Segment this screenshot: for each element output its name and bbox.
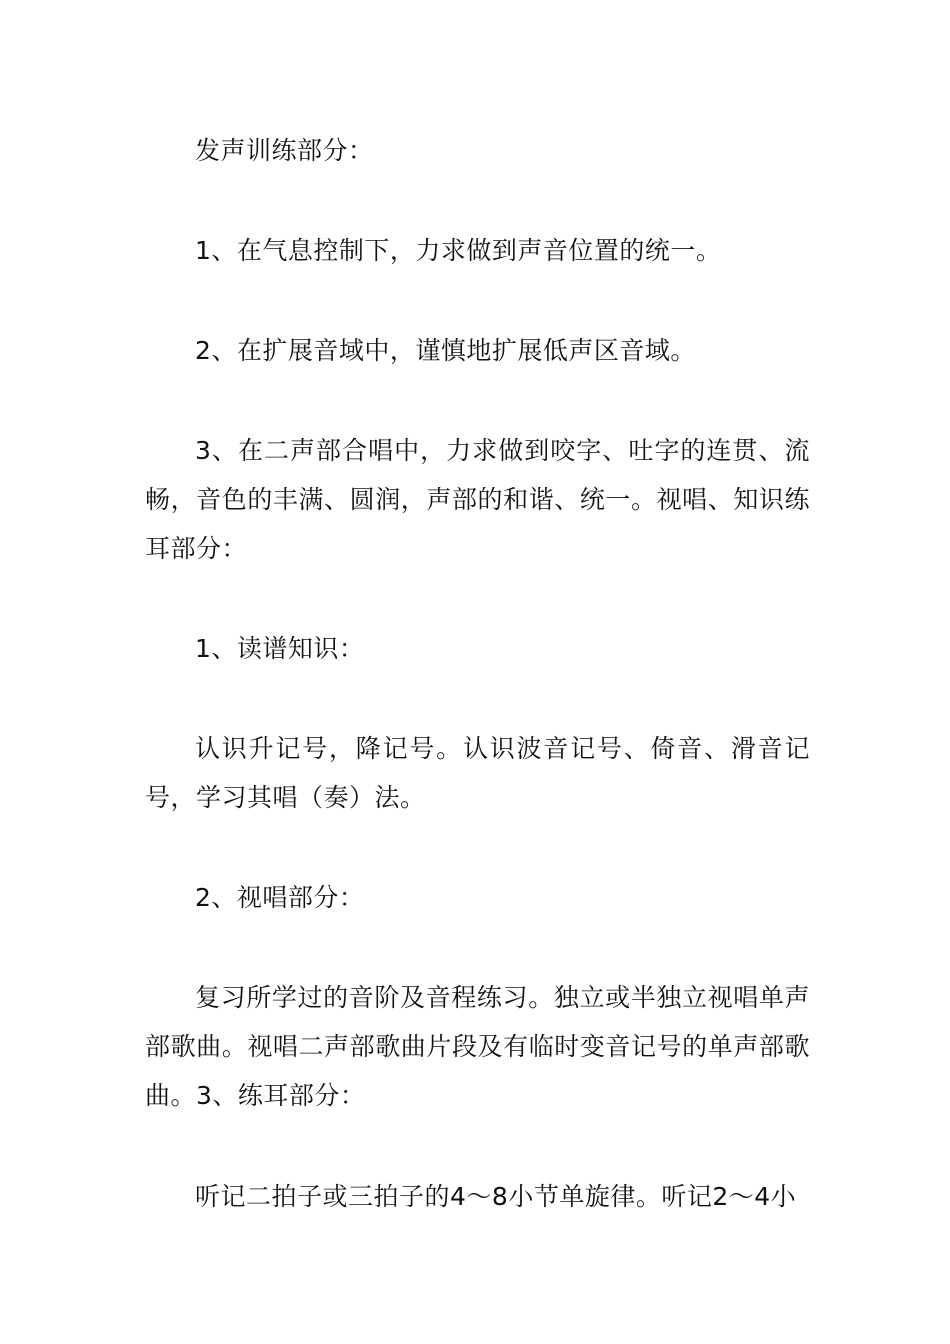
list-item-breath-control: 1、在气息控制下，力求做到声音位置的统一。 <box>195 236 722 265</box>
paragraph-ear-training: 听记二拍子或三拍子的4～8小节单旋律。听记2～4小 <box>195 1182 797 1211</box>
list-item-range-extension: 2、在扩展音域中，谨慎地扩展低声区音域。 <box>195 336 696 365</box>
paragraph-sight-singing-practice: 复习所学过的音阶及音程练习。独立或半独立视唱单声部歌曲。视唱二声部歌曲片段及有临时变音记号的单声部歌曲。3、练耳部分： <box>145 983 810 1110</box>
list-item-sight-singing: 2、视唱部分： <box>195 883 365 912</box>
section-heading-vocal-training: 发声训练部分： <box>195 136 374 165</box>
paragraph-notation-symbols: 认识升记号，降记号。认识波音记号、倚音、滑音记号，学习其唱（奏）法。 <box>145 734 810 812</box>
list-item-two-part-chorus: 3、在二声部合唱中，力求做到咬字、吐字的连贯、流畅，音色的丰满、圆润，声部的和谐、统一。视唱、知识练耳部分： <box>145 436 810 563</box>
list-item-notation-knowledge: 1、读谱知识： <box>195 634 365 663</box>
